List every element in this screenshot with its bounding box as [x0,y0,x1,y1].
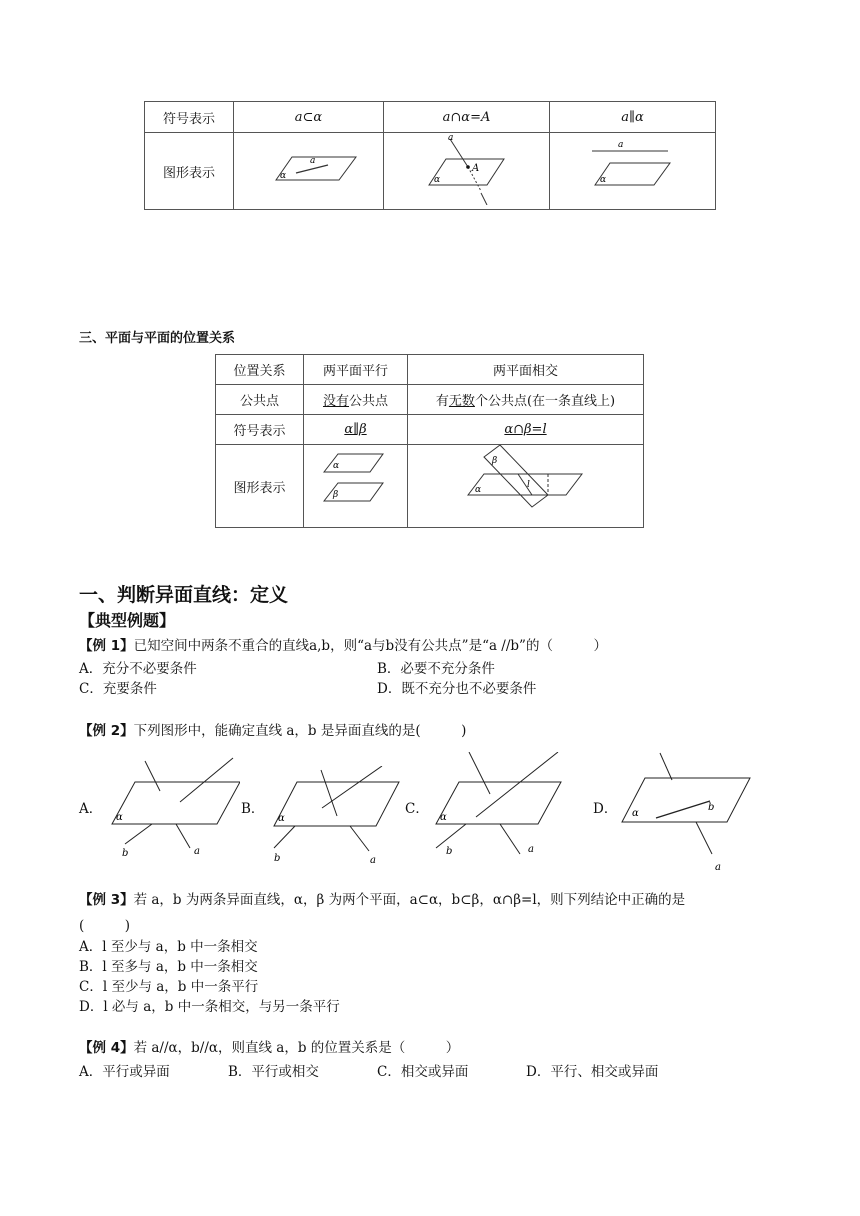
row-label-symbol: 符号表示 [145,102,234,133]
figure-in-plane [234,133,384,210]
symbol-intersect: a∩α=A [384,102,550,133]
label-A: A [472,163,480,174]
row-label-symbol: 符号表示 [216,415,304,445]
label-alpha: α [440,812,447,823]
label-alpha: α [475,485,482,495]
heading-examples: 【典型例题】 [79,611,176,630]
underline-none: 没有 [322,394,349,409]
example-3 [79,890,839,910]
symbol-parallel: α∥β [304,415,408,445]
option-d: D．l 必与 a，b 中一条相交，与另一条平行 [79,999,340,1015]
row-label-figure: 图形表示 [145,133,234,210]
option-a: A．充分不必要条件 [79,661,197,677]
option-a: A．平行或异面 [79,1064,170,1080]
text: 有 [435,394,449,409]
label-a: a [370,855,376,866]
fig-label-a: A． [79,801,103,817]
header-position: 位置关系 [216,355,304,385]
line-intersect-plane-diagram [384,133,549,205]
label-b: b [446,846,453,857]
label-b: b [274,853,281,864]
section-title: 三、平面与平面的位置关系 [79,331,236,346]
header-intersect: 两平面相交 [408,355,644,385]
figure-d [614,750,764,874]
option-c: C．相交或异面 [377,1064,469,1080]
option-d: D．平行、相交或异面 [526,1064,659,1080]
example-tag: 【例 4】 [79,1040,134,1056]
intersecting-planes-diagram [408,445,643,523]
label-a: a [194,846,200,857]
figure-parallel [550,133,716,210]
fig-label-c: C． [405,801,429,817]
label-alpha: α [434,175,441,185]
label-alpha: α [278,813,285,824]
line-in-plane-diagram [234,133,383,205]
parallel-planes-diagram [304,445,407,523]
figure-parallel-planes [304,445,408,528]
label-a: a [618,140,624,150]
common-intersect [408,385,644,415]
symbol-intersect: α∩β=l [408,415,644,445]
example-tag: 【例 3】 [79,892,134,908]
label-a: a [448,133,454,143]
fig-label-d: D． [593,801,618,817]
header-parallel: 两平面平行 [304,355,408,385]
option-b: B．l 至多与 a，b 中一条相交 [79,959,258,975]
label-alpha: α [632,808,639,819]
label-b: b [122,848,129,859]
option-a: A．l 至少与 a，b 中一条相交 [79,939,258,955]
heading-skew-lines: 一、判断异面直线：定义 [79,584,289,606]
example-tag: 【例 1】 [79,638,134,654]
label-l: l [527,480,530,490]
label-beta: β [333,490,339,500]
question-text: 下列图形中，能确定直线 a，b 是异面直线的是( ) [133,723,467,739]
question-text: 若 a，b 为两条异面直线，α，β 为两个平面，a⊂α，b⊂β，α∩β=l，则下列结论中正确的是 [133,892,686,908]
option-b: B．平行或相交 [228,1064,319,1080]
label-a: a [715,862,721,873]
label-beta: β [492,456,498,466]
fig-label-b: B． [241,801,265,817]
row-label-common: 公共点 [216,385,304,415]
option-c: C．l 至少与 a，b 中一条平行 [79,979,259,995]
label-alpha: α [600,175,607,185]
plane-plane-table [215,354,644,528]
label-a: a [310,156,316,166]
label-b: b [708,802,715,813]
underline-infinite: 无数 [448,394,475,409]
option-b: B．必要不充分条件 [377,661,495,677]
symbol-parallel: a∥α [550,102,716,133]
figure-c [424,752,574,864]
example-4 [79,1038,819,1058]
row-label-figure: 图形表示 [216,445,304,528]
answer-paren: ( ) [79,918,131,934]
option-c: C．充要条件 [79,681,157,697]
label-alpha: α [116,812,123,823]
figure-intersect [384,133,550,210]
option-d: D．既不充分也不必要条件 [377,681,537,697]
label-alpha: α [280,171,287,181]
figure-b [262,766,402,866]
label-a: a [528,844,534,855]
text: 个公共点(在一条直线上) [474,394,616,409]
label-alpha: α [333,461,340,471]
common-parallel [304,385,408,415]
text: 公共点 [349,394,389,409]
symbol-in-plane: a⊂α [234,102,384,133]
figure-intersect-planes [408,445,644,528]
example-tag: 【例 2】 [79,723,134,739]
question-text: 已知空间中两条不重合的直线a,b，则“a与b没有公共点”是“a //b”的（ ） [133,638,607,654]
figure-a [100,752,240,864]
line-plane-table [144,101,716,210]
line-parallel-plane-diagram [550,133,715,205]
example-2 [79,721,819,741]
question-text: 若 a//α，b//α，则直线 a，b 的位置关系是（ ） [133,1040,460,1056]
example-1 [79,636,819,656]
